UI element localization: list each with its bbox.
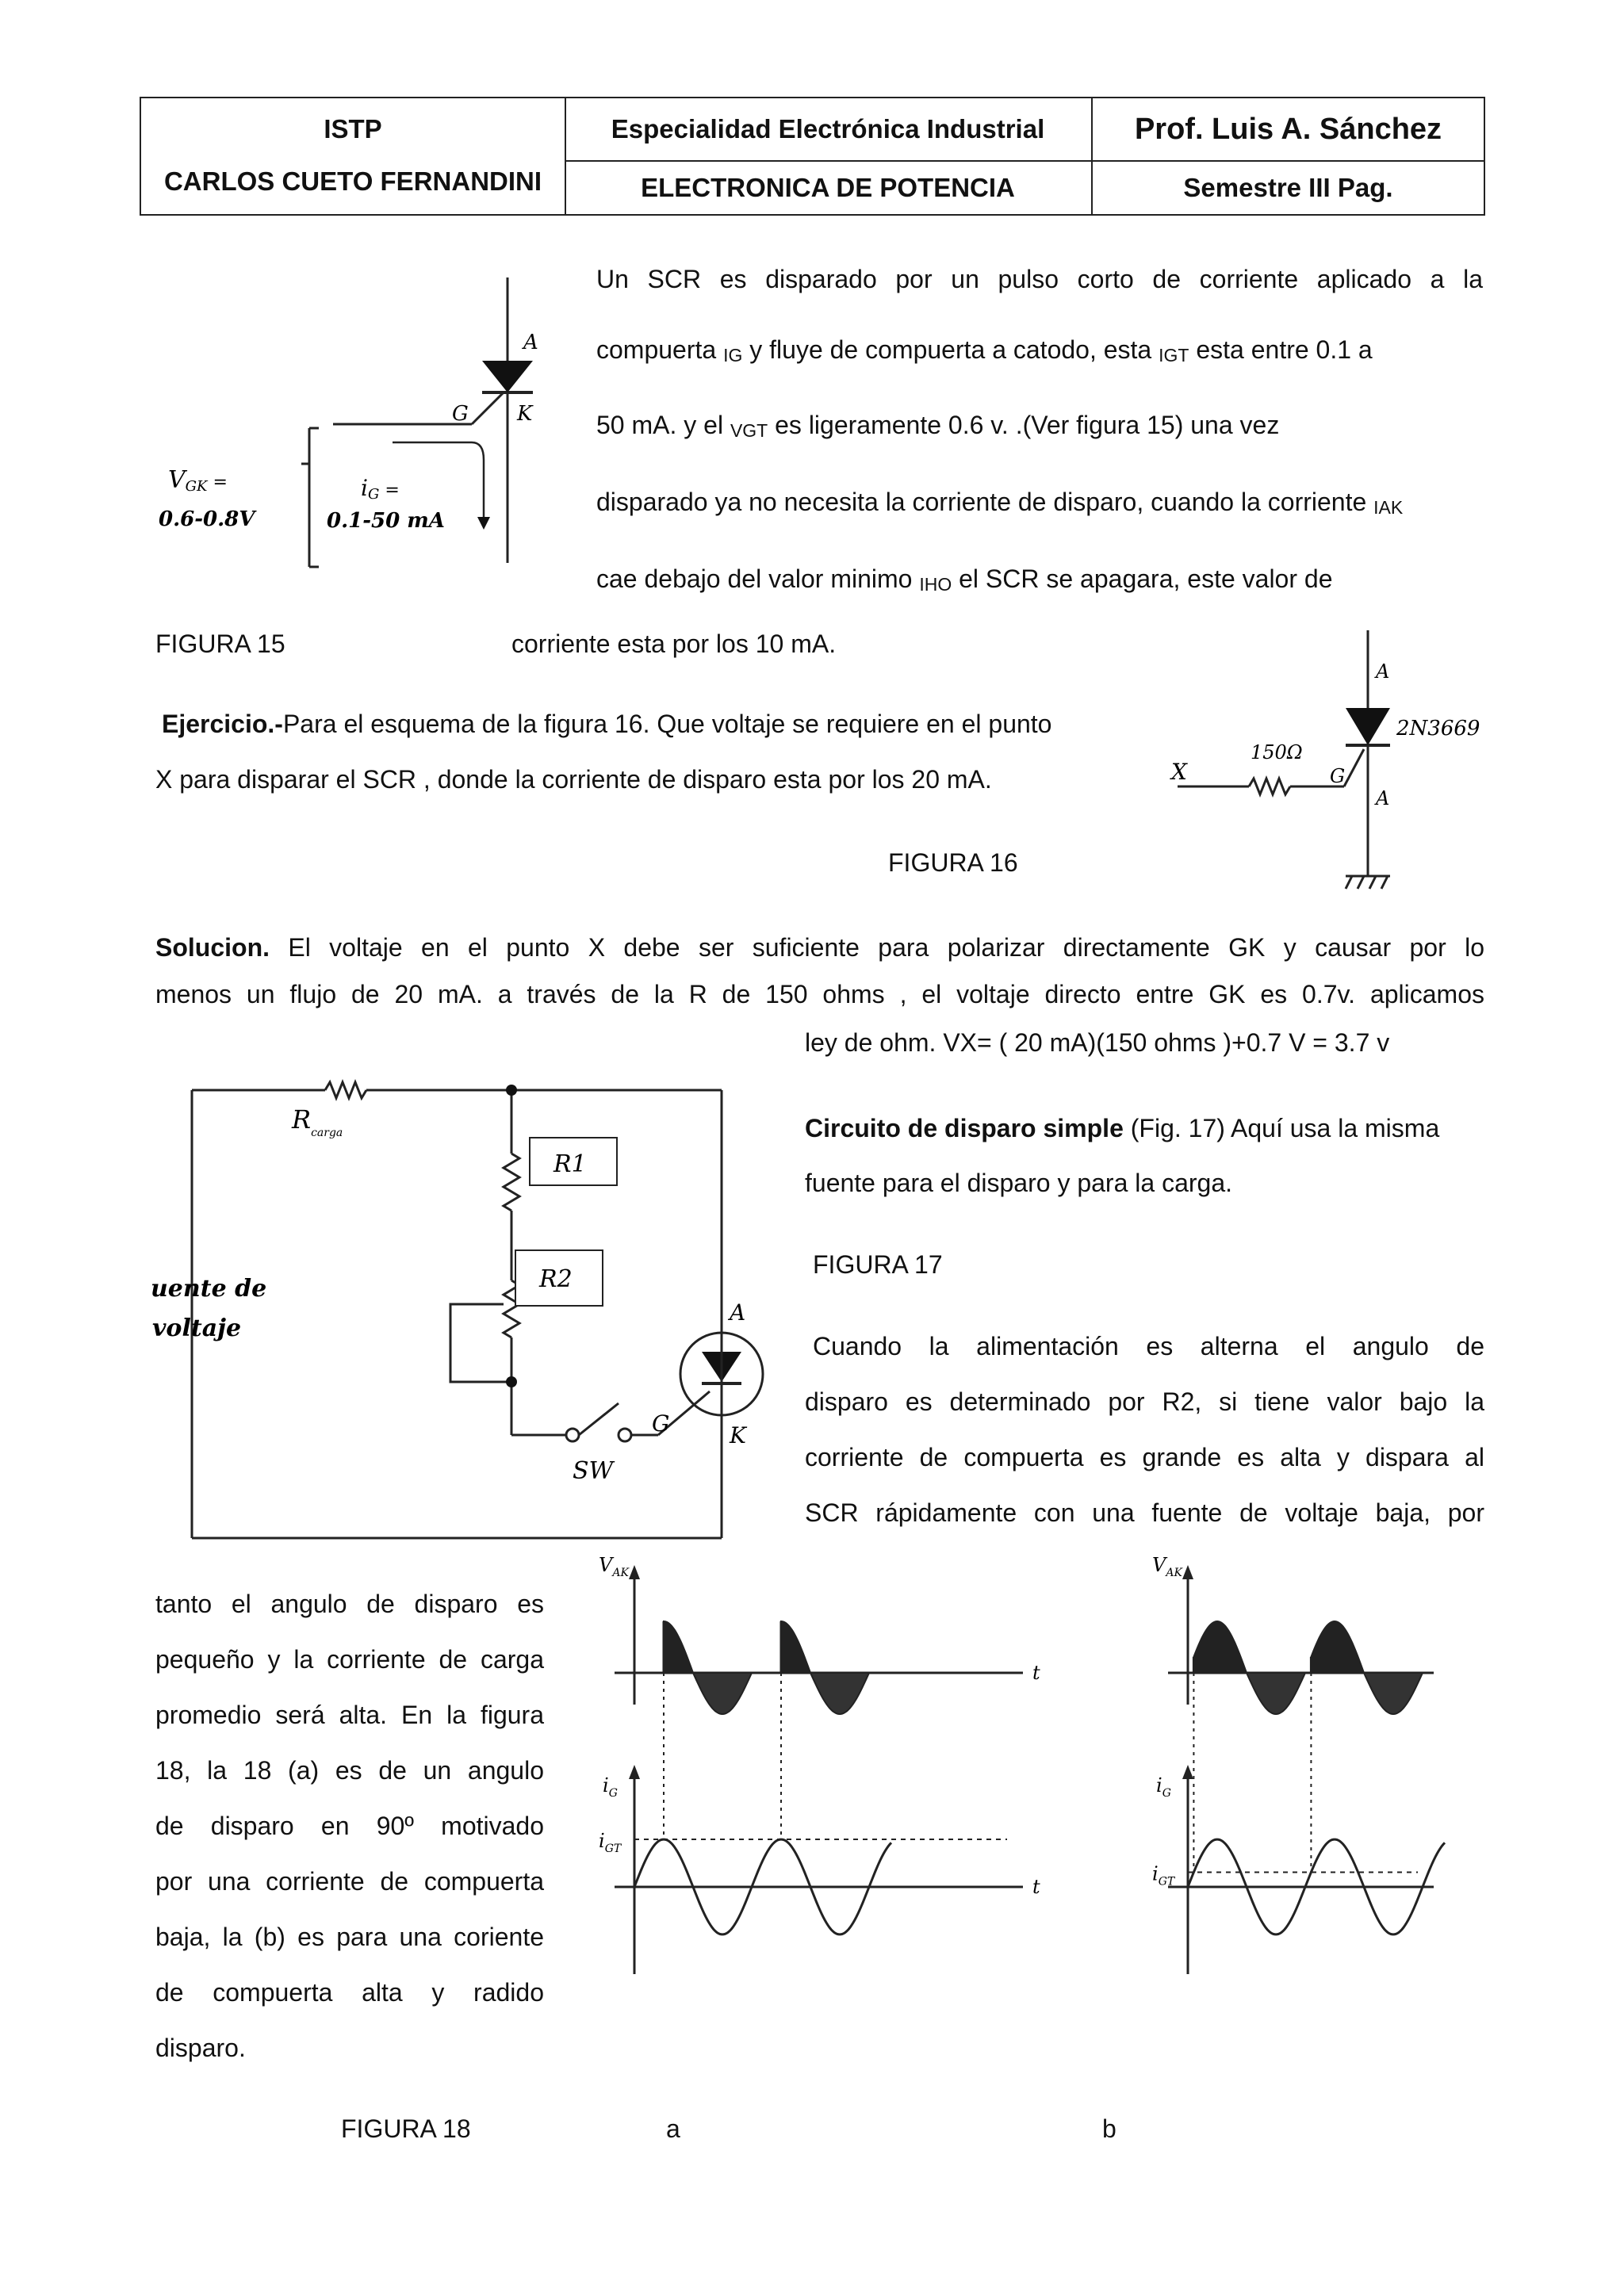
fig16-cathode-label: A <box>1376 787 1390 809</box>
section2-p1: Cuando la alimentación es alterna el angulo de <box>813 1332 1484 1360</box>
fig18-ig-label: $i_G$ <box>603 1774 618 1800</box>
fig18-vak-label: $V_{AK}$ <box>599 1554 629 1579</box>
scr-triangle-icon <box>482 361 533 392</box>
fig18-t-label: t <box>1032 1876 1040 1898</box>
section3-line: de compuerta alta y radido <box>155 1978 544 2007</box>
source-label-line2: voltaje <box>152 1314 242 1342</box>
fig16-resistor-label: 150Ω <box>1251 741 1303 763</box>
fig18-igt-label: $i_{GT}$ <box>1152 1862 1175 1888</box>
solution-line2: menos un flujo de 20 mA. a través de la R de 150 ohms , el voltaje directo entre GK es 0.7v. aplicamos <box>155 980 1484 1008</box>
figure-16-caption: FIGURA 16 <box>888 848 1018 877</box>
section3-line: baja, la (b) es para una coriente <box>155 1923 544 1951</box>
fig15-vgk-value: 0.6-0.8V <box>159 507 255 531</box>
fig18-t-label: t <box>1032 1662 1040 1684</box>
fig15-cathode-label: K <box>517 402 533 426</box>
fig18-ig-label: $i_G$ <box>1156 1774 1171 1800</box>
figure-15-caption: FIGURA 15 <box>155 629 285 658</box>
section2-p3: corriente de compuerta es grande es alta y dispara al <box>805 1443 1484 1471</box>
section3-line: por una corriente de compuerta <box>155 1867 544 1896</box>
section3-line: de disparo en 90º motivado <box>155 1812 544 1840</box>
section2-p2: disparo es determinado por R2, si tiene valor bajo la <box>805 1387 1484 1416</box>
figure-16-diagram <box>1162 622 1503 900</box>
figure-18a-waveform <box>599 1554 1040 1974</box>
fig17-cathode-label: K <box>730 1422 746 1448</box>
fig17-anode-label: A <box>730 1299 746 1326</box>
fig17-gate-label: G <box>652 1410 670 1437</box>
section1-line4: disparado ya no necesita la corriente de disparo, cuando la corriente IAK <box>596 488 1404 518</box>
figure-18-label-b: b <box>1102 2114 1116 2143</box>
fig18-igt-label: $i_{GT}$ <box>599 1830 622 1855</box>
figure-17-diagram <box>151 1066 769 1550</box>
figure-17-caption: FIGURA 17 <box>813 1250 943 1279</box>
fig16-part-number: 2N3669 <box>1396 717 1480 740</box>
fig15-ig-label: iG = <box>361 475 400 503</box>
section1-line6: corriente esta por los 10 mA. <box>511 629 837 658</box>
fig15-anode-label: A <box>523 331 538 354</box>
fig15-gate-label: G <box>452 402 469 426</box>
section2-p4: SCR rápidamente con una fuente de voltaje baja, por <box>805 1498 1484 1527</box>
figure-15-diagram <box>151 270 563 587</box>
semester-page: Semestre III Pag. <box>1183 173 1393 202</box>
solution-line3: ley de ohm. VX= ( 20 mA)(150 ohms )+0.7 V = 3.7 v <box>805 1028 1390 1057</box>
institute-line2: CARLOS CUETO FERNANDINI <box>163 166 542 196</box>
solution-title: Solucion. <box>155 933 270 962</box>
course-title: ELECTRONICA DE POTENCIA <box>641 173 1015 202</box>
source-label-line1: uente de <box>151 1275 267 1303</box>
exercise-line1: Ejercicio.-Para el esquema de la figura 16. Que voltaje se requiere en el punto <box>162 710 1052 738</box>
fig15-ig-value: 0.1-50 mA <box>327 509 445 533</box>
section2-line2: fuente para el disparo y para la carga. <box>805 1169 1232 1197</box>
fig16-anode-label: A <box>1376 660 1390 683</box>
section3-line: pequeño y la corriente de carga <box>155 1645 544 1674</box>
exercise-line2: X para disparar el SCR , donde la corriente de disparo esta por los 20 mA. <box>155 765 992 794</box>
fig15-vgk-label: VGK = <box>168 466 228 495</box>
fig16-gate-label: G <box>1330 765 1346 787</box>
figure-18b-waveform <box>1152 1554 1445 1974</box>
figure-18-caption: FIGURA 18 <box>341 2114 471 2143</box>
section1-line3: 50 mA. y el VGT es ligeramente 0.6 v. .(Ver figura 15) una vez <box>596 411 1280 441</box>
section2-title: Circuito de disparo simple <box>805 1114 1124 1142</box>
fig16-point-x: X <box>1171 759 1187 785</box>
r1-label: R1 <box>553 1150 587 1178</box>
figure-18-label-a: a <box>666 2114 680 2143</box>
section3-line: promedio será alta. En la figura <box>155 1701 544 1729</box>
institute-line1: ISTP <box>324 114 382 144</box>
header-table <box>140 97 1485 216</box>
section1-line5: cae debajo del valor minimo IHO el SCR se apagara, este valor de <box>596 564 1333 595</box>
switch-label: SW <box>573 1457 614 1485</box>
professor-name: Prof. Luis A. Sánchez <box>1134 112 1442 146</box>
solution-line1: Solucion. El voltaje en el punto X debe ser suficiente para polarizar directamente GK y causar por lo <box>155 933 1484 962</box>
section1-line1: Un SCR es disparado por un pulso corto de corriente aplicado a la <box>596 265 1483 293</box>
fig18-vak-label: $V_{AK}$ <box>1152 1554 1182 1579</box>
specialty: Especialidad Electrónica Industrial <box>611 114 1045 144</box>
section3-line: 18, la 18 (a) es de un angulo <box>155 1756 544 1785</box>
figure-18-waveforms <box>579 1554 1467 1998</box>
section3-line: tanto el angulo de disparo es <box>155 1590 544 1618</box>
section3-line: disparo. <box>155 2034 246 2062</box>
r2-label: R2 <box>539 1265 573 1293</box>
scr-triangle-icon-16 <box>1346 708 1390 745</box>
section1-line2: compuerta IG y fluye de compuerta a catodo, esta IGT esta entre 0.1 a <box>596 335 1373 365</box>
section2-line1: Circuito de disparo simple (Fig. 17) Aquí usa la misma <box>805 1114 1440 1142</box>
exercise-title: Ejercicio.- <box>162 710 283 738</box>
rload-label: $R_{carga}$ <box>292 1104 343 1139</box>
